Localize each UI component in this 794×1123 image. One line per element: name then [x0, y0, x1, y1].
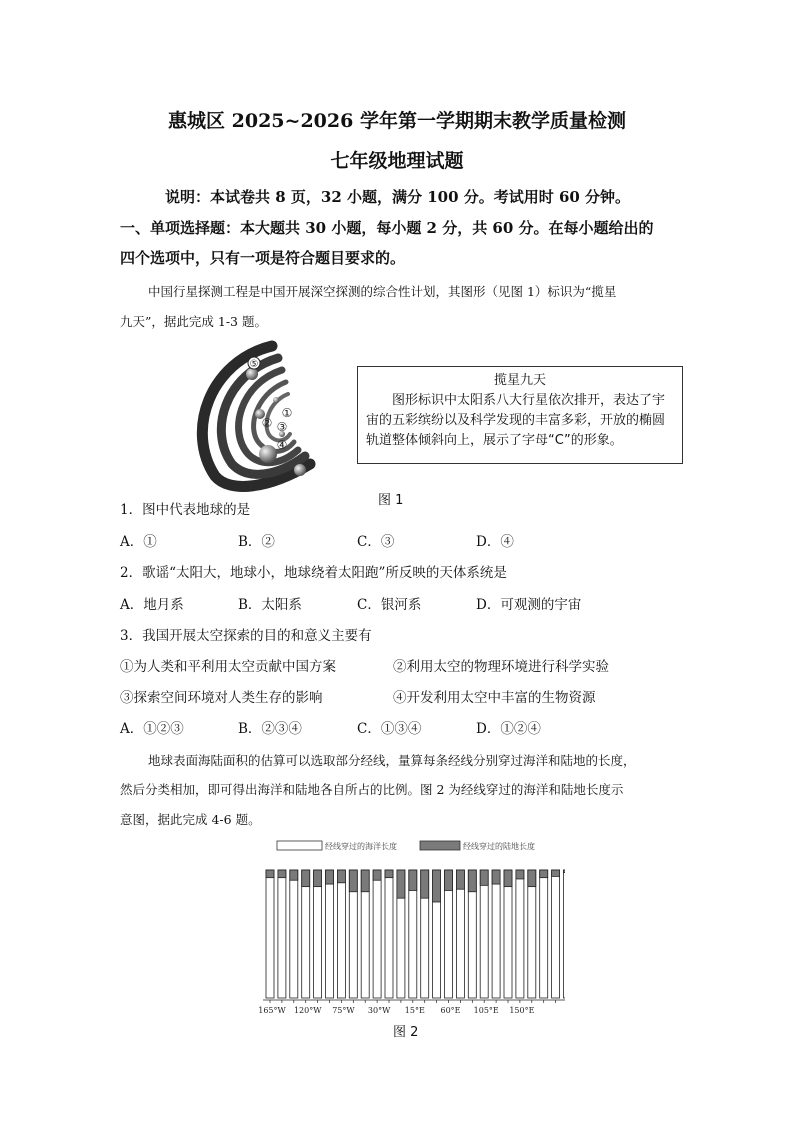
land-bar [385, 870, 393, 878]
land-bar [290, 870, 298, 880]
ocean-bar [314, 870, 322, 998]
section-heading-line1: 一、单项选择题：本大题共 30 小题，每小题 2 分，共 60 分。在每小题给出的 [120, 219, 654, 237]
x-tick-label: 15°E [404, 1006, 425, 1015]
land-bar [349, 870, 357, 892]
figure1-description-box [357, 366, 683, 464]
x-tick-label: 30°W [367, 1006, 391, 1015]
land-bar [468, 870, 476, 892]
q3-option-a[interactable]: A．①②③ [120, 721, 184, 737]
q1-option-d[interactable]: D．④ [476, 534, 514, 550]
legend-ocean-label: 经线穿过的海洋长度 [325, 842, 397, 851]
q3-stem: 3．我国开展太空探索的目的和意义主要有 [120, 628, 372, 644]
marker-3: ③ [276, 420, 288, 434]
land-bar [552, 870, 560, 876]
exam-title: 惠城区 2025~2026 学年第一学期期末教学质量检测 [168, 110, 626, 132]
intro2-line3: 意图，据此完成 4-6 题。 [120, 812, 261, 827]
land-bar [456, 870, 464, 889]
land-bar [361, 870, 369, 892]
land-bar [564, 870, 566, 873]
intro2-line1: 地球表面海陆面积的估算可以选取部分经线，量算每条经线分别穿过海洋和陆地的长度， [148, 753, 636, 768]
marker-2: ② [261, 416, 273, 430]
q2-option-d[interactable]: D．可观测的宇宙 [476, 597, 582, 613]
land-bar [314, 870, 322, 887]
land-bar [516, 870, 524, 879]
land-bar [445, 870, 453, 890]
figure2-caption: 图 2 [393, 1025, 419, 1040]
land-bar [302, 870, 310, 887]
x-tick-label: 150°E [509, 1006, 535, 1015]
land-bar [528, 870, 536, 887]
q3-statement-2: ②利用太空的物理环境进行科学实验 [393, 659, 609, 675]
box-title: 揽星九天 [493, 373, 546, 388]
ocean-bar [266, 870, 274, 998]
ocean-bar [552, 870, 560, 998]
svg-text:⑤: ⑤ [249, 359, 259, 370]
x-tick-label: 165°W [258, 1006, 286, 1015]
q1-option-b[interactable]: B．② [238, 534, 275, 550]
land-bar [480, 870, 488, 885]
land-bar [337, 870, 345, 883]
land-bar [421, 870, 429, 898]
exam-note: 说明：本试卷共 8 页，32 小题，满分 100 分。考试用时 60 分钟。 [165, 188, 631, 206]
ocean-bar [373, 870, 381, 998]
q3-option-d[interactable]: D．①②④ [476, 721, 541, 737]
q3-option-b[interactable]: B．②③④ [238, 721, 302, 737]
ocean-bar [480, 870, 488, 998]
q3-statement-3: ③探索空间环境对人类生存的影响 [120, 690, 323, 706]
q3-option-c[interactable]: C．①③④ [357, 721, 422, 737]
x-tick-label: 105°E [473, 1006, 499, 1015]
ocean-bar [492, 870, 500, 998]
q3-statement-1: ①为人类和平利用太空贡献中国方案 [120, 659, 336, 675]
intro2-line2: 然后分类相加，即可得出海洋和陆地各自所占的比例。图 2 为经线穿过的海洋和陆地长度示 [120, 782, 624, 797]
ocean-bar [516, 870, 524, 998]
x-tick-label: 120°W [293, 1006, 322, 1015]
x-tick-label: 75°W [332, 1006, 355, 1015]
ocean-bar [540, 870, 548, 998]
ocean-bar [564, 870, 566, 998]
marker-4: ④ [276, 438, 288, 452]
meridian-ocean-land-chart [255, 836, 565, 1020]
ocean-bar [337, 870, 345, 998]
legend-land-label: 经线穿过的陆地长度 [463, 842, 535, 851]
land-bar [397, 870, 405, 898]
land-bar [373, 870, 381, 880]
q2-option-a[interactable]: A．地月系 [120, 597, 184, 613]
q3-statement-4: ④开发利用太空中丰富的生物资源 [393, 690, 596, 706]
legend-land-swatch [420, 841, 460, 850]
box-text: 图形标识中太阳系八大行星依次排开，表达了宇宙的五彩缤纷以及科学发现的丰富多彩，开放的椭圆轨道整体倾斜向上，展示了字母“C”的形象。 [366, 393, 666, 448]
q2-option-c[interactable]: C．银河系 [357, 597, 422, 613]
q1-option-a[interactable]: A．① [120, 534, 157, 550]
ocean-bar [302, 870, 310, 998]
ocean-bar [528, 870, 536, 998]
ocean-bar [278, 870, 286, 998]
figure1-caption: 图 1 [378, 493, 404, 508]
land-bar [266, 870, 274, 878]
land-bar [433, 870, 441, 902]
exam-subtitle: 七年级地理试题 [330, 150, 464, 172]
mission-logo-figure [190, 336, 330, 496]
land-bar [326, 870, 334, 884]
land-bar [492, 870, 500, 884]
ocean-bar [385, 870, 393, 998]
land-bar [278, 870, 286, 878]
ocean-bar [290, 870, 298, 998]
q1-stem: 1．图中代表地球的是 [120, 502, 251, 518]
q2-stem: 2．歌谣“太阳大，地球小，地球绕着太阳跑”所反映的天体系统是 [120, 565, 507, 581]
land-bar [504, 870, 512, 887]
q2-option-b[interactable]: B．太阳系 [238, 597, 302, 613]
land-bar [540, 870, 548, 878]
intro1-line1: 中国行星探测工程是中国开展深空探测的综合性计划，其图形（见图 1）标识为“揽星 [148, 284, 617, 299]
land-bar [409, 870, 417, 890]
legend-ocean-swatch [277, 841, 322, 850]
ocean-bar [504, 870, 512, 998]
intro1-line2: 九天”，据此完成 1-3 题。 [120, 314, 267, 329]
q1-option-c[interactable]: C．③ [357, 534, 395, 550]
section-heading-line2: 四个选项中，只有一项是符合题目要求的。 [120, 249, 406, 267]
x-tick-label: 60°E [440, 1006, 461, 1015]
ocean-bar [326, 870, 334, 998]
marker-1: ① [281, 406, 293, 420]
